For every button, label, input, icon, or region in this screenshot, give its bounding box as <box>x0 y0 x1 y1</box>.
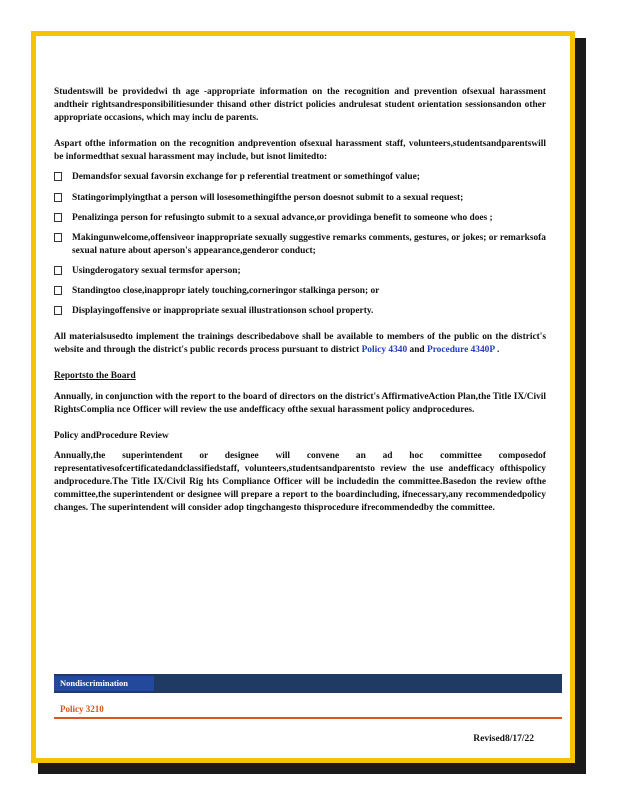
procedure-4340p-link[interactable]: Procedure 4340P <box>426 345 495 356</box>
document-body <box>54 86 546 515</box>
paragraph-review: Annually,the superintendent or designee will convene an ad hoc committee composedof representativesofcertificatedandclassifiedstaff, volunteers,studentsandparentsto review the use andefficacy ofthispolicy andprocedure.The Title IX/Civil Rig hts Compliance Officer will be includedin the committee.Basedon the review ofthe committee,the superintendent or designee will prepare a report to the boardincluding, ifnecessary,any recommendedpolicy changes. The superintendent will consider adop tingchangesto thisprocedure ifrecommendedby the committee. <box>54 450 546 514</box>
revised-date: Revised8/17/22 <box>473 734 534 744</box>
section-heading-review: Policy andProcedure Review <box>54 430 169 441</box>
list-item: Standingtoo close,inappropr iately touching,corneringor stalkinga person; or <box>54 285 546 298</box>
section-heading-reports: Reportsto the Board <box>54 371 136 382</box>
list-item: Usingderogatory sexual termsfor aperson; <box>54 265 546 278</box>
bullet-box-icon <box>54 233 62 242</box>
list-item: Statingorimplyingthat a person will losesomethingifthe person doesnot submit to a sexual request; <box>54 192 546 205</box>
paragraph-student-info: Studentswill be providedwi th age -appropriate information on the recognition and prevention ofsexual harassment andtheir rightsandresponsibilitiesunder thisand other district policies andrulesat student orientation sessionsandon other appropriate occasions, which may inclu de parents. <box>54 87 546 124</box>
paragraph-staff-info: Aspart ofthe information on the recognition andprevention ofsexual harassment staff, volunteers,studentsandparentswill be informedthat sexual harassment may include, but isnot limitedto: <box>54 139 546 163</box>
list-item: Displayingoffensive or inappropriate sexual illustrationson school property. <box>54 305 546 318</box>
bullet-box-icon <box>54 306 62 315</box>
list-item: Penalizinga person for refusingto submit to a sexual advance,or providinga benefit to someone who does ; <box>54 212 546 225</box>
paragraph-reports: Annually, in conjunction with the report to the board of directors on the district's AffirmativeAction Plan,the Title IX/Civil RightsComplia nce Officer will review the use andefficacy ofthe sexual harassment policy andprocedures. <box>54 391 546 415</box>
nondiscrimination-bar <box>54 674 562 693</box>
paragraph-materials: All materialsusedto implement the trainings describedabove shall be available to members of the public on the district's website and through the district's public records process pursuant to district Policy 4340 and Procedure 4340P . <box>54 332 546 356</box>
bullet-box-icon <box>54 286 62 295</box>
policy-4340-link[interactable]: Policy 4340 <box>361 345 408 356</box>
bullet-box-icon <box>54 193 62 202</box>
bullet-box-icon <box>54 266 62 275</box>
list-item: Demandsfor sexual favorsin exchange for p referential treatment or somethingof value; <box>54 171 546 184</box>
list-item: Makingunwelcome,offensiveor inappropriate sexually suggestive remarks comments, gestures, or jokes; or remarksofa sexual nature about aperson's appearance,genderor conduct; <box>54 232 546 258</box>
policy-3210-link[interactable]: Policy 3210 <box>60 704 104 714</box>
nondiscrimination-tab[interactable]: Nondiscrimination <box>54 676 154 691</box>
bullet-box-icon <box>54 213 62 222</box>
divider <box>54 717 562 719</box>
bullet-box-icon <box>54 172 62 181</box>
